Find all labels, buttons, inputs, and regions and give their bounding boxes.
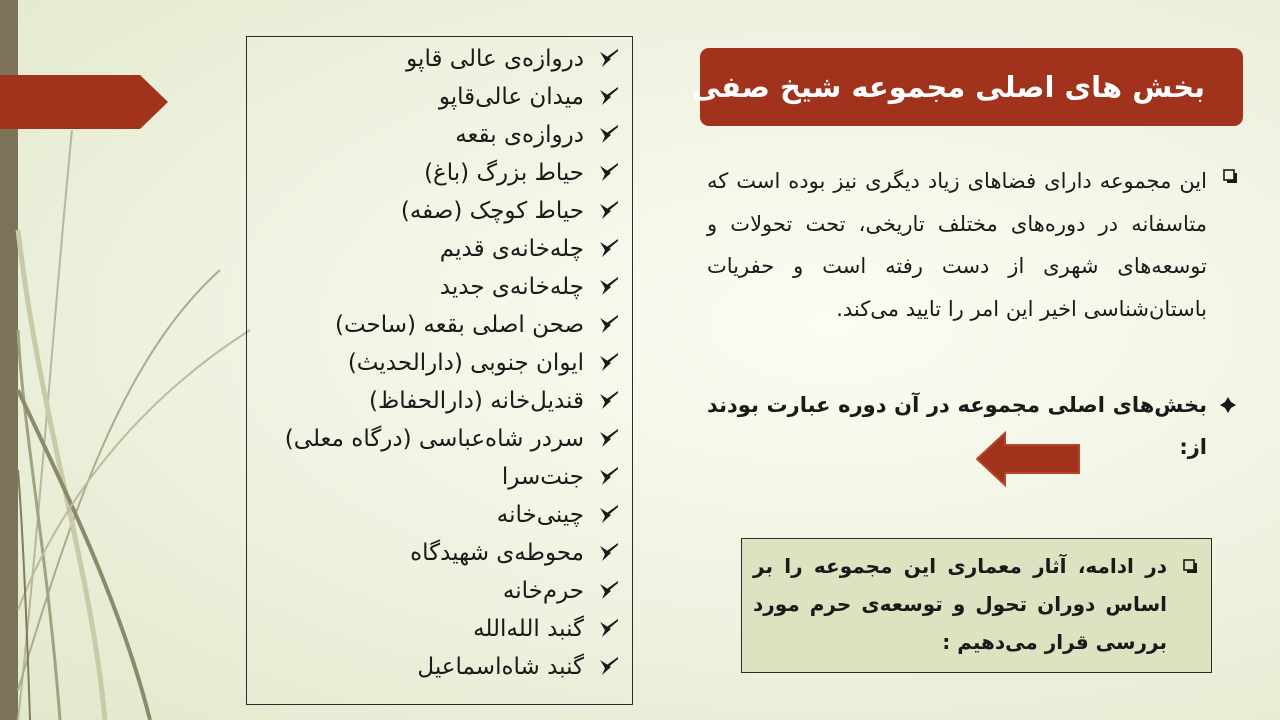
- checkmark-arrow-icon: [598, 199, 620, 223]
- list-item: [455, 117, 620, 153]
- checkmark-arrow-icon: [598, 275, 620, 299]
- list-item: [503, 573, 620, 609]
- list-item-text: گنبد الله‌الله: [473, 616, 584, 642]
- list-item: [417, 649, 620, 685]
- square-bullet-icon: [1223, 169, 1237, 185]
- list-item: [497, 497, 620, 533]
- checkmark-arrow-icon: [598, 351, 620, 375]
- list-item-text: محوطه‌ی شهیدگاه: [410, 540, 584, 566]
- checkmark-arrow-icon: [598, 47, 620, 71]
- checkmark-arrow-icon: [598, 465, 620, 489]
- list-item: [401, 193, 620, 229]
- title-banner: [691, 48, 1243, 126]
- list-item: [439, 79, 620, 115]
- checkmark-arrow-icon: [598, 85, 620, 109]
- list-item: [369, 383, 620, 419]
- checkmark-arrow-icon: [598, 313, 620, 337]
- list-item-text: دروازه‌ی بقعه: [455, 122, 584, 148]
- list-item-text: گنبد شاه‌اسماعیل: [417, 654, 584, 680]
- checkmark-arrow-icon: [598, 237, 620, 261]
- diamond-bullet-icon: [1219, 396, 1237, 414]
- checkmark-arrow-icon: [598, 123, 620, 147]
- list-item: [440, 269, 620, 305]
- list-item: [410, 535, 620, 571]
- list-item: [285, 421, 620, 457]
- checkmark-arrow-icon: [598, 427, 620, 451]
- checkmark-arrow-icon: [598, 579, 620, 603]
- note-box: [741, 538, 1212, 673]
- sections-list: [246, 36, 633, 705]
- checkmark-arrow-icon: [598, 389, 620, 413]
- intro-paragraph-text: این مجموعه دارای فضاهای زیاد دیگری نیز بوده است که متاسفانه در دوره‌های مختلف تاریخی، تحت تحولات و توسعه‌های شهری از دست رفته است و حفریات باستان‌شناسی اخیر این امر را تایید می‌کند.: [707, 169, 1207, 321]
- list-item: [424, 155, 620, 191]
- list-item-text: صحن اصلی بقعه (ساحت): [334, 312, 584, 338]
- list-item-text: دروازه‌ی عالی قاپو: [406, 46, 584, 72]
- list-item: [348, 345, 620, 381]
- note-text: در ادامه، آثار معماری این مجموعه را بر اساس دوران تحول و توسعه‌ی حرم مورد بررسی قرار می‌دهیم :: [753, 554, 1167, 654]
- list-item-text: چینی‌خانه: [496, 502, 584, 528]
- checkmark-arrow-icon: [598, 617, 620, 641]
- list-item-text: جنت‌سرا: [501, 464, 584, 490]
- list-item-text: سردر شاه‌عباسی (درگاه معلی): [284, 426, 584, 452]
- list-item-text: چله‌خانه‌ی قدیم: [439, 236, 584, 262]
- list-item-text: حرم‌خانه: [502, 578, 584, 604]
- checkmark-arrow-icon: [598, 655, 620, 679]
- list-item-text: چله‌خانه‌ی جدید: [439, 274, 584, 300]
- list-item-text: قندیل‌خانه (دارالحفاظ): [369, 388, 584, 414]
- checkmark-arrow-icon: [598, 541, 620, 565]
- list-item-text: میدان عالی‌قاپو: [438, 84, 584, 110]
- intro-paragraph: [702, 160, 1247, 370]
- list-item: [473, 611, 620, 647]
- list-item: [335, 307, 620, 343]
- list-item: [406, 41, 620, 77]
- square-bullet-icon: [1183, 559, 1197, 575]
- subheading-text: بخش‌های اصلی مجموعه در آن دوره عبارت بودند از:: [707, 393, 1207, 459]
- list-item-text: حیاط بزرگ (باغ): [424, 160, 584, 186]
- checkmark-arrow-icon: [598, 503, 620, 527]
- left-arrow-tab-icon: [0, 75, 170, 129]
- list-item: [440, 231, 620, 267]
- page-title: بخش های اصلی مجموعه شیخ صفی: [691, 70, 1205, 104]
- checkmark-arrow-icon: [598, 161, 620, 185]
- left-arrow-icon: [975, 431, 1083, 487]
- list-item-text: حیاط کوچک (صفه): [400, 198, 584, 224]
- list-item: [502, 459, 620, 495]
- list-item-text: ایوان جنوبی (دارالحدیث): [347, 350, 584, 376]
